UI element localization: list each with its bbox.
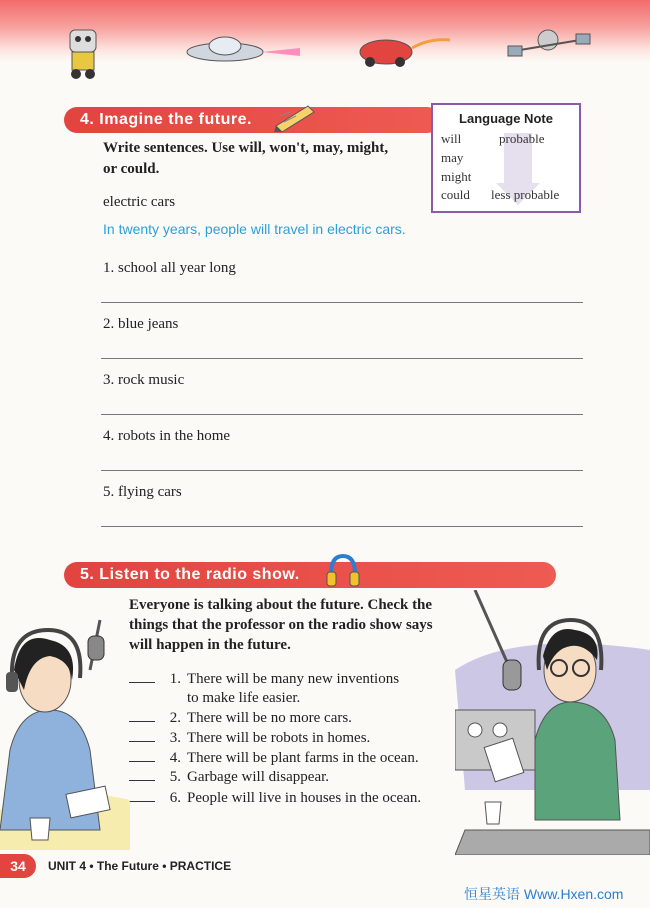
prompt-1: 1. school all year long — [103, 260, 236, 276]
professor-illustration — [455, 590, 650, 855]
prompt-3: 3. rock music — [103, 372, 185, 388]
footer-text: UNIT 4 • The Future • PRACTICE — [48, 859, 232, 873]
header-illustration — [0, 18, 650, 88]
answer-line-4[interactable] — [101, 470, 583, 471]
woman-host-illustration — [0, 600, 130, 850]
checklist-item-2: 2. There will be no more cars. — [129, 709, 352, 728]
pencil-icon — [272, 102, 320, 132]
check-blank[interactable] — [129, 709, 155, 722]
answer-line-1[interactable] — [101, 302, 583, 303]
note-word: will — [441, 131, 462, 146]
robot-icon — [70, 30, 96, 79]
prompt-2: 2. blue jeans — [103, 316, 179, 332]
satellite-icon — [508, 30, 590, 56]
note-word: may — [441, 150, 464, 165]
check-blank[interactable] — [129, 768, 155, 781]
rocket-car-icon — [360, 40, 450, 67]
note-word: might — [441, 169, 472, 184]
prompt-4: 4. robots in the home — [103, 428, 231, 444]
check-blank[interactable] — [129, 789, 155, 802]
checklist-item-6: 6. People will live in houses in the ocean. — [129, 789, 421, 808]
answer-line-2[interactable] — [101, 358, 583, 359]
check-blank[interactable] — [129, 749, 155, 762]
check-blank[interactable] — [129, 670, 155, 683]
checklist-item-4: 4. There will be plant farms in the ocean. — [129, 749, 419, 768]
section-4-instructions: Write sentences. Use will, won't, may, might, or could. — [103, 140, 389, 177]
watermark: 恒星英语 Www.Hxen.com — [464, 886, 624, 902]
note-probable-label: probable — [499, 131, 545, 146]
language-note-title: Language Note — [459, 111, 553, 126]
note-less-probable-label: less probable — [491, 187, 560, 202]
note-word: could — [441, 187, 470, 202]
checklist-item-3: 3. There will be robots in homes. — [129, 729, 370, 748]
checklist-item-1: 1. There will be many new inventions to make life easier. — [129, 670, 399, 708]
prompt-5: 5. flying cars — [103, 484, 182, 500]
example-answer: In twenty years, people will travel in electric cars. — [103, 221, 406, 237]
flying-car-icon — [187, 37, 300, 61]
language-note — [431, 103, 581, 213]
page-number: 34 — [0, 854, 36, 878]
section-4-title: 4. Imagine the future. — [64, 107, 440, 133]
section-5-title: 5. Listen to the radio show. — [64, 562, 556, 588]
answer-line-3[interactable] — [101, 414, 583, 415]
checklist-item-5: 5. Garbage will disappear. — [129, 768, 329, 787]
section-5-instructions: Everyone is talking about the future. Check the things that the professor on the radio show says will happen in the future. — [129, 597, 433, 653]
example-prompt: electric cars — [103, 194, 176, 210]
check-blank[interactable] — [129, 729, 155, 742]
answer-line-5[interactable] — [101, 526, 583, 527]
headphones-icon — [326, 552, 360, 590]
